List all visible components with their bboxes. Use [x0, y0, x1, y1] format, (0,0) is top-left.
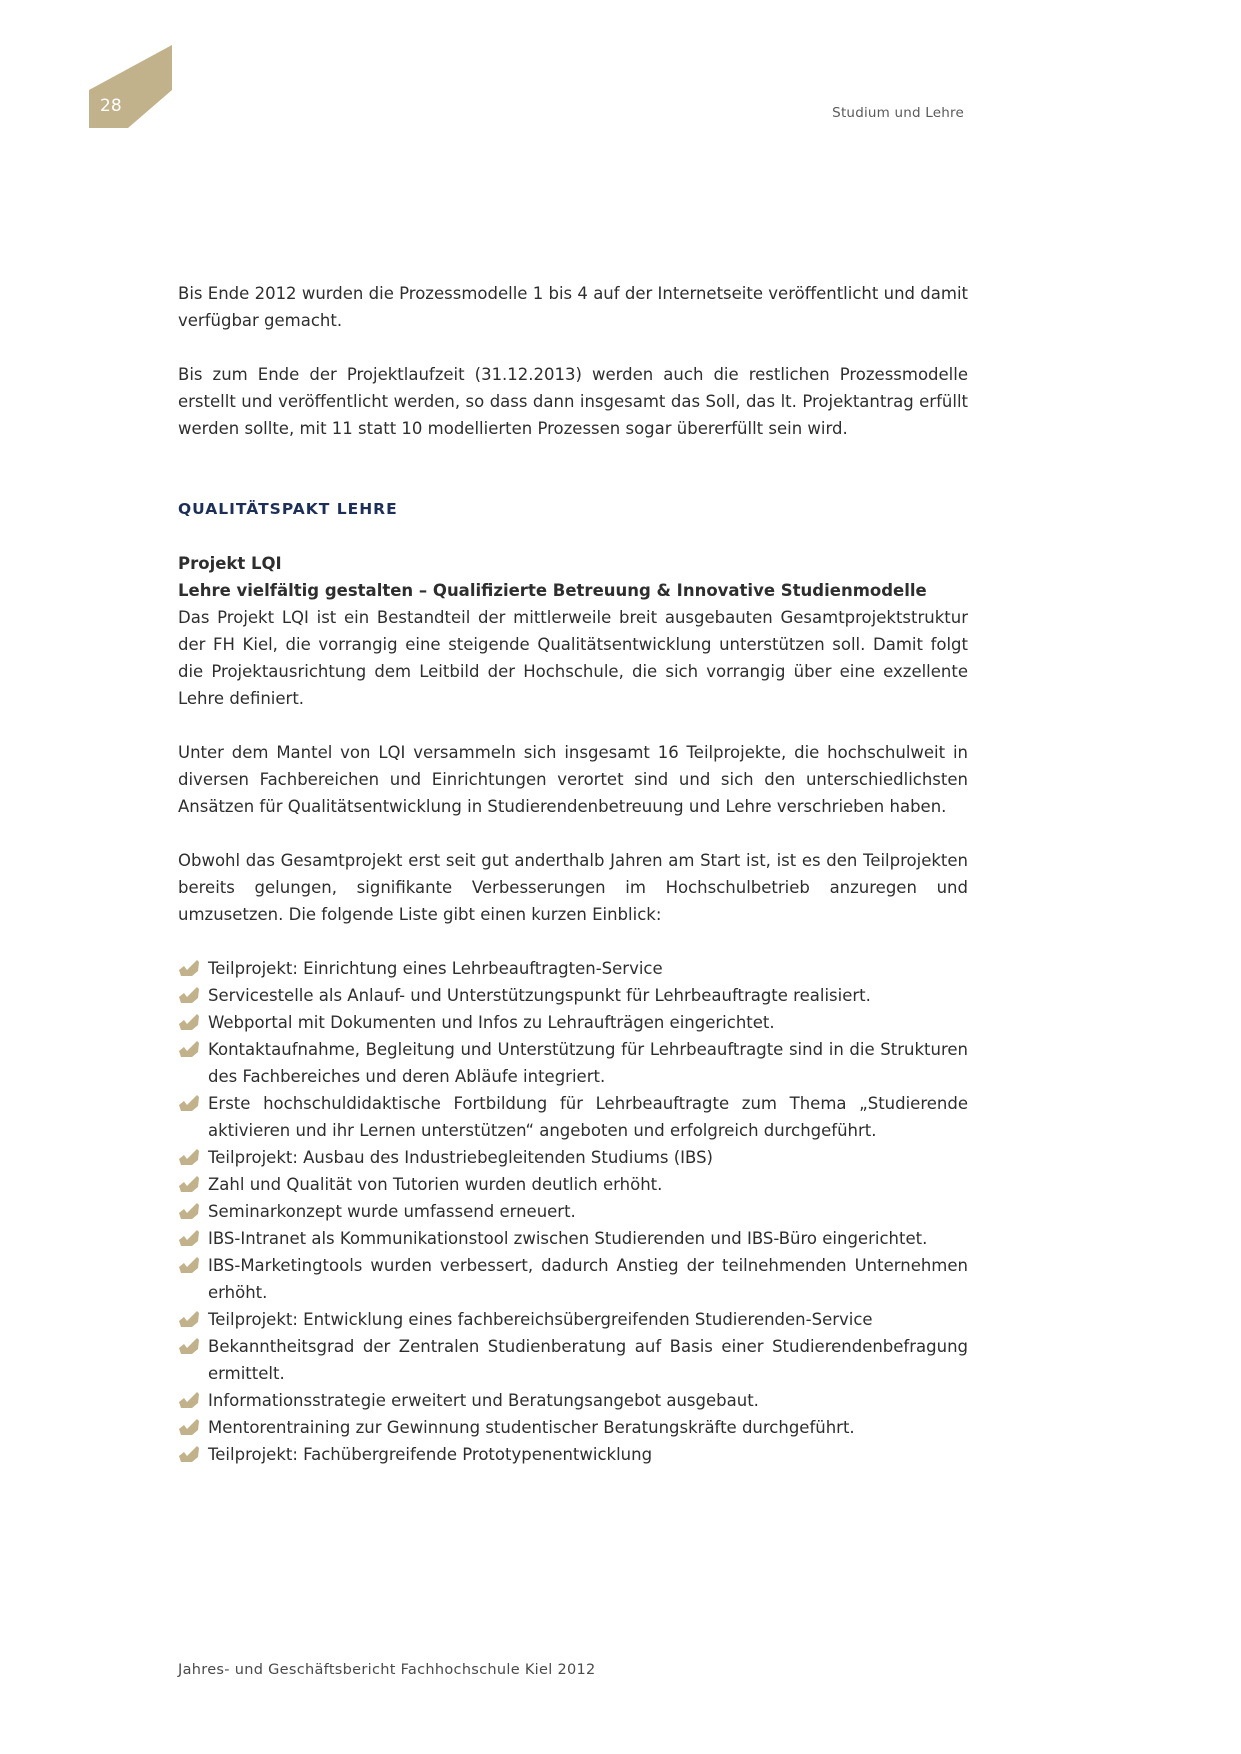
footer-text: Jahres- und Geschäftsbericht Fachhochschule Kiel 2012: [178, 1662, 596, 1678]
section-heading: QUALITÄTSPAKT LEHRE: [178, 500, 398, 518]
check-icon: [178, 1256, 200, 1274]
check-icon: [178, 1013, 200, 1031]
list-item: [178, 1252, 968, 1306]
check-icon: [178, 1310, 200, 1328]
project-title: Projekt LQI: [178, 554, 282, 573]
list-item-text: Bekanntheitsgrad der Zentralen Studienberatung auf Basis einer Studierendenbefragung ermittelt.: [208, 1337, 968, 1383]
list-item-text: Informationsstrategie erweitert und Beratungsangebot ausgebaut.: [208, 1391, 759, 1410]
list-item: [178, 1441, 968, 1468]
intro-paragraph: Bis zum Ende der Projektlaufzeit (31.12.2013) werden auch die restlichen Prozessmodelle erstellt und veröffentlicht werden, so dass dann insgesamt das Soll, das lt. Projektantrag erfüllt werden sollte, mit 11 statt 10 modellierten Prozessen sogar übererfüllt sein wird.: [178, 365, 968, 438]
project-subtitle: Lehre vielfältig gestalten – Qualifizierte Betreuung & Innovative Studienmodelle: [178, 581, 927, 600]
list-item-text: Kontaktaufnahme, Begleitung und Unterstützung für Lehrbeauftragte sind in die Strukturen des Fachbereiches und deren Abläufe integriert.: [208, 1040, 968, 1086]
list-item: [178, 1036, 968, 1090]
list-item: [178, 1414, 968, 1441]
list-item: [178, 982, 968, 1009]
list-item-text: Servicestelle als Anlauf- und Unterstützungspunkt für Lehrbeauftragte realisiert.: [208, 986, 871, 1005]
list-item-text: Zahl und Qualität von Tutorien wurden deutlich erhöht.: [208, 1175, 663, 1194]
check-icon: [178, 1094, 200, 1112]
page-number: 28: [100, 96, 122, 116]
check-icon: [178, 1445, 200, 1463]
body-paragraph: Unter dem Mantel von LQI versammeln sich insgesamt 16 Teilprojekte, die hochschulweit in diversen Fachbereichen und Einrichtungen verortet sind und sich den unterschiedlichsten Ansätzen für Qualitätsentwicklung in Studierendenbetreuung und Lehre verschrieben haben.: [178, 743, 968, 816]
section-label: Studium und Lehre: [832, 105, 964, 121]
list-item: [178, 1333, 968, 1387]
check-icon: [178, 1040, 200, 1058]
main-content: [178, 280, 968, 1468]
list-item-text: Seminarkonzept wurde umfassend erneuert.: [208, 1202, 576, 1221]
list-item: [178, 1306, 968, 1333]
list-item-text: Webportal mit Dokumenten und Infos zu Lehraufträgen eingerichtet.: [208, 1013, 775, 1032]
body-paragraph: Obwohl das Gesamtprojekt erst seit gut anderthalb Jahren am Start ist, ist es den Teilprojekten bereits gelungen, signifikante Verbesserungen im Hochschulbetrieb anzuregen und umzusetzen. Die folgende Liste gibt einen kurzen Einblick:: [178, 851, 968, 924]
list-item: [178, 1171, 968, 1198]
list-item: [178, 1225, 968, 1252]
list-item-text: Teilprojekt: Einrichtung eines Lehrbeauftragten-Service: [208, 959, 663, 978]
check-icon: [178, 959, 200, 977]
list-item: [178, 1144, 968, 1171]
check-icon: [178, 1418, 200, 1436]
list-item-text: Teilprojekt: Ausbau des Industriebegleitenden Studiums (IBS): [208, 1148, 713, 1167]
body-paragraph: Das Projekt LQI ist ein Bestandteil der mittlerweile breit ausgebauten Gesamtprojektstruktur der FH Kiel, die vorrangig eine steigende Qualitätsentwicklung unterstützen soll. Damit folgt die Projektausrichtung dem Leitbild der Hochschule, die sich vorrangig über eine exzellente Lehre definiert.: [178, 608, 968, 708]
check-icon: [178, 1337, 200, 1355]
check-icon: [178, 1391, 200, 1409]
list-item-text: Erste hochschuldidaktische Fortbildung für Lehrbeauftragte zum Thema „Studierende aktivieren und ihr Lernen unterstützen“ angeboten und erfolgreich durchgeführt.: [208, 1094, 968, 1140]
check-icon: [178, 1148, 200, 1166]
list-item-text: IBS-Intranet als Kommunikationstool zwischen Studierenden und IBS-Büro eingerichtet.: [208, 1229, 928, 1248]
list-item: [178, 1090, 968, 1144]
intro-paragraph: Bis Ende 2012 wurden die Prozessmodelle 1 bis 4 auf der Internetseite veröffentlicht und damit verfügbar gemacht.: [178, 284, 968, 330]
list-item-text: IBS-Marketingtools wurden verbessert, dadurch Anstieg der teilnehmenden Unternehmen erhöht.: [208, 1256, 968, 1302]
list-item: [178, 1198, 968, 1225]
check-icon: [178, 986, 200, 1004]
check-icon: [178, 1202, 200, 1220]
check-icon: [178, 1175, 200, 1193]
list-item: [178, 1009, 968, 1036]
list-item-text: Teilprojekt: Fachübergreifende Prototypenentwicklung: [208, 1445, 653, 1464]
list-item-text: Mentorentraining zur Gewinnung studentischer Beratungskräfte durchgeführt.: [208, 1418, 855, 1437]
list-item: [178, 1387, 968, 1414]
results-list: [178, 955, 968, 1468]
page-number-badge: [0, 0, 180, 140]
list-item-text: Teilprojekt: Entwicklung eines fachbereichsübergreifenden Studierenden-Service: [208, 1310, 873, 1329]
list-item: [178, 955, 968, 982]
check-icon: [178, 1229, 200, 1247]
